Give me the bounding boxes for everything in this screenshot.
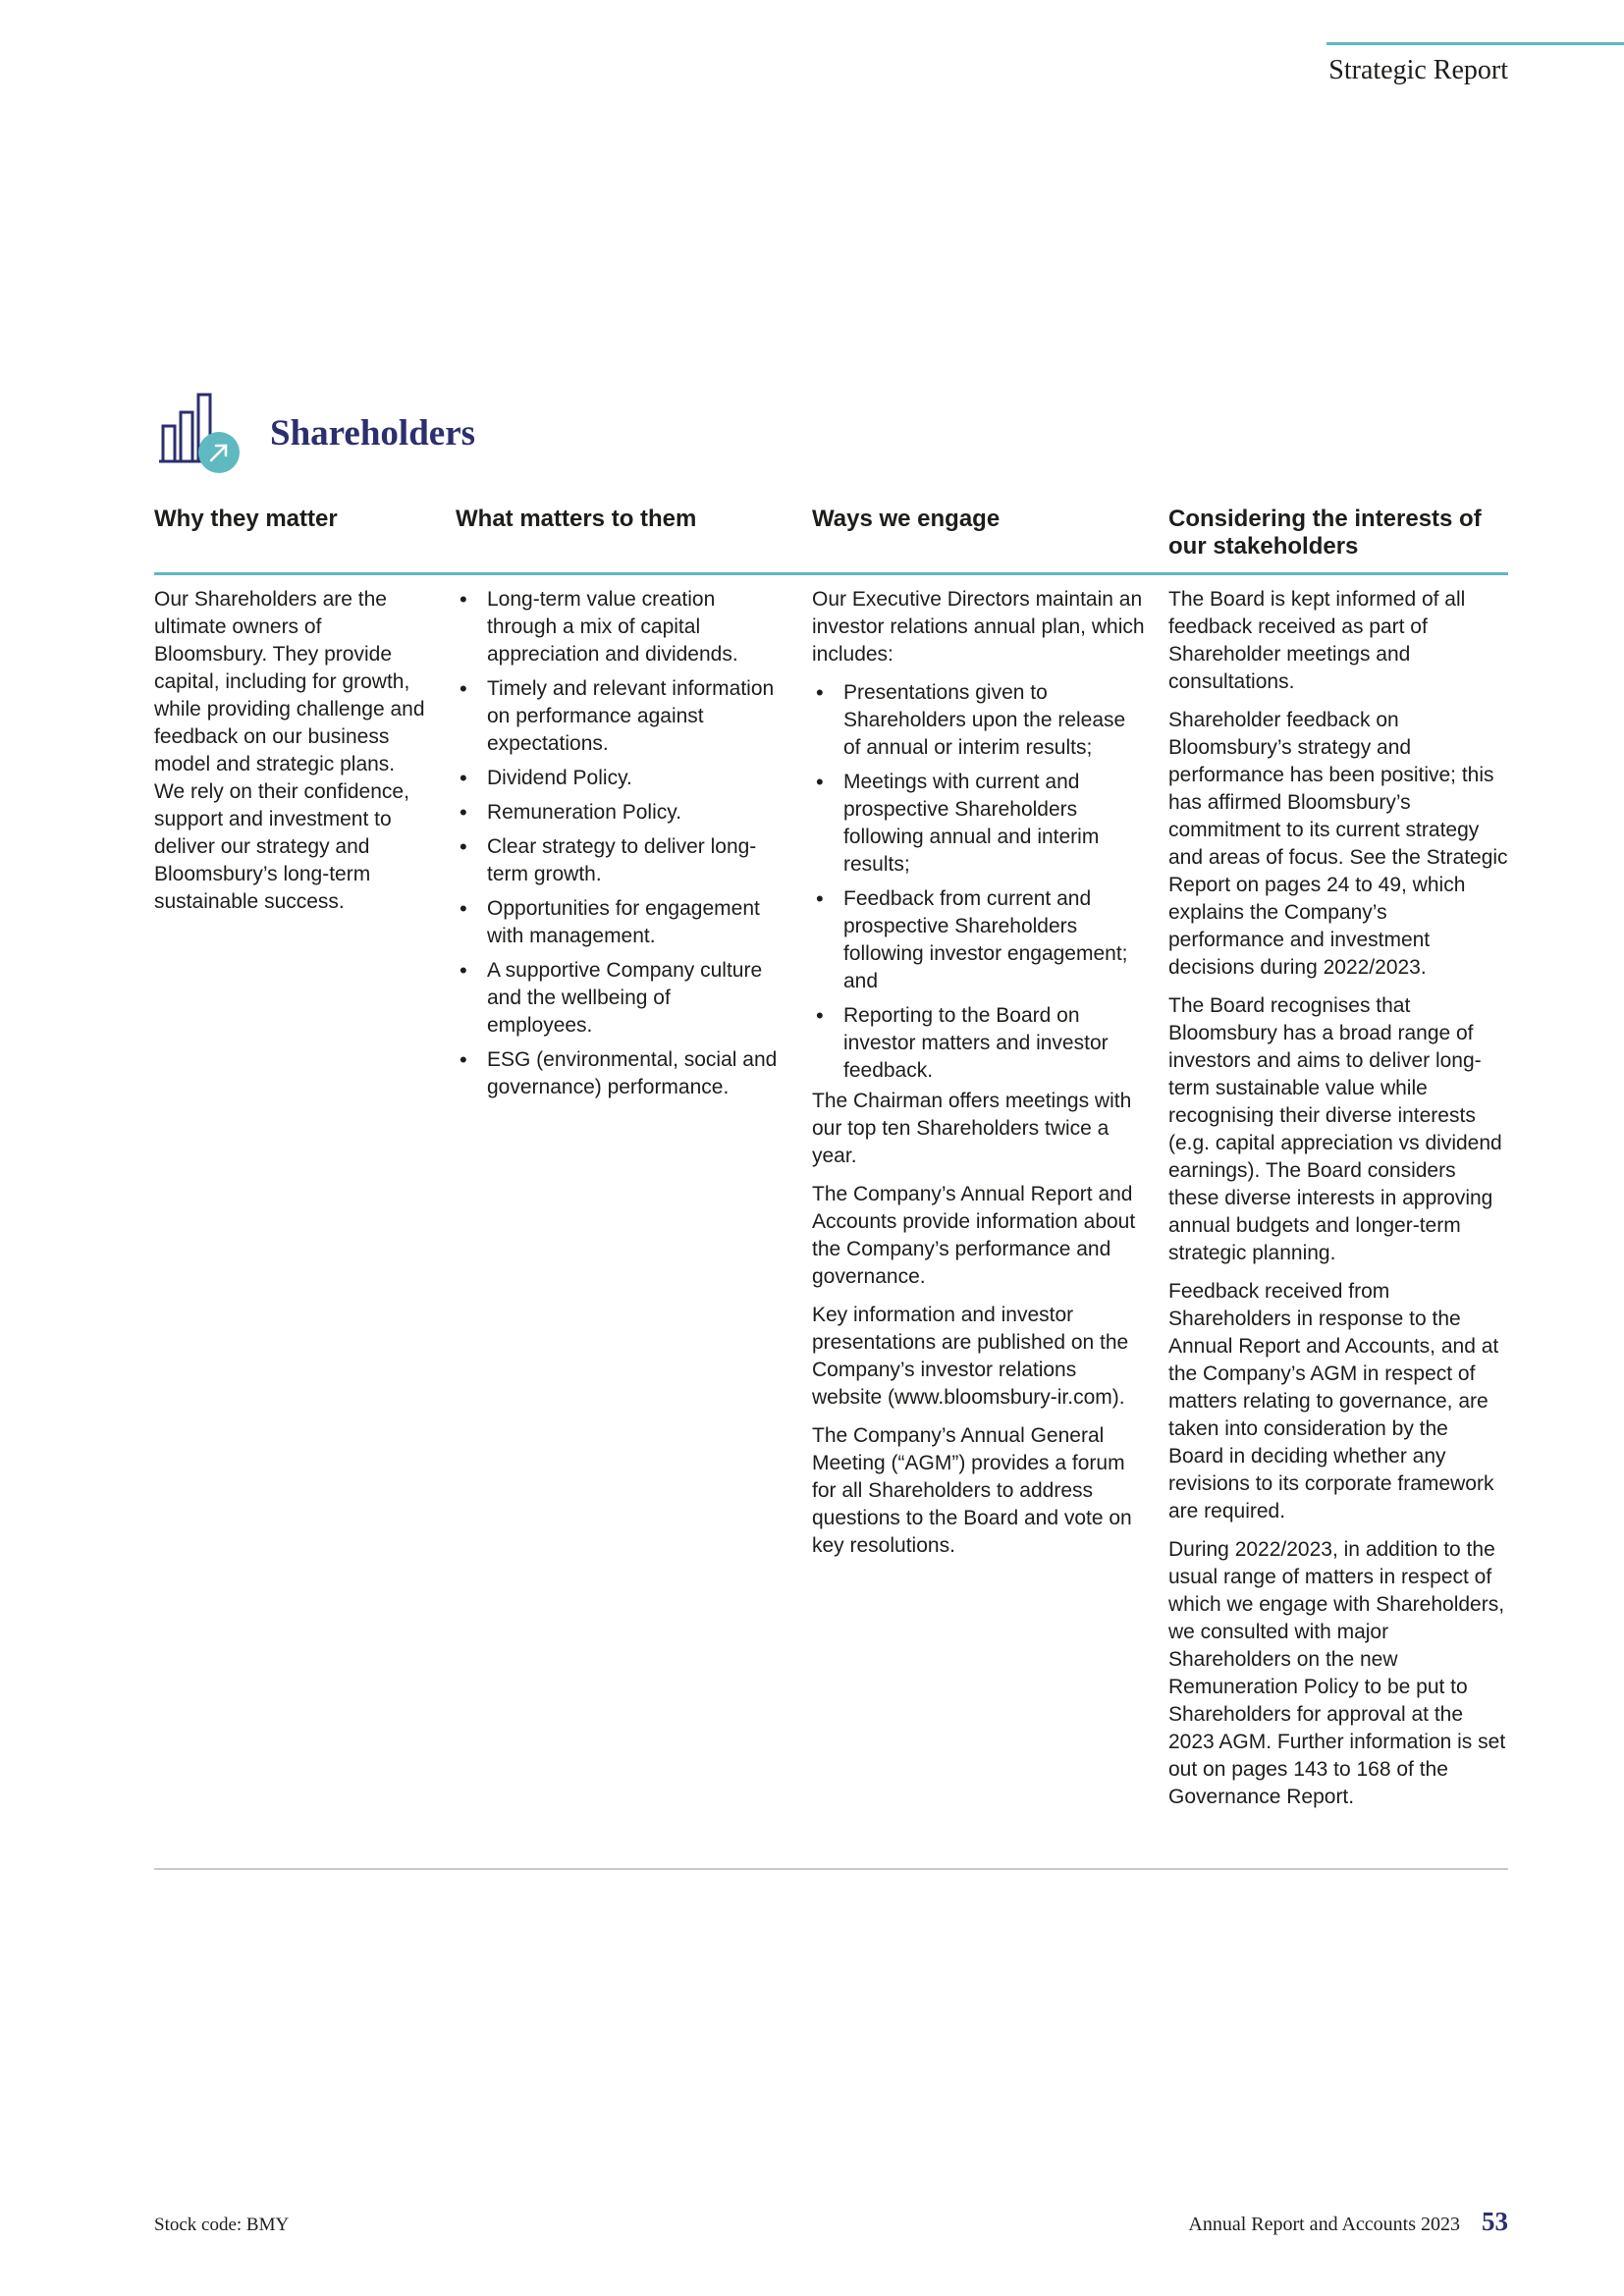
what-cell <box>456 586 780 1112</box>
column-header-considering: Considering the interests of our stakeholders <box>1168 506 1482 560</box>
list-item: • Dividend Policy. <box>456 765 780 792</box>
table-bottom-rule <box>154 1868 1508 1870</box>
page-number: 53 <box>1482 2207 1508 2236</box>
footer-publication <box>1188 2207 1508 2237</box>
ways-paragraph: The Company’s Annual Report and Accounts provide information about the Company’s performance and governance. <box>812 1183 1136 1288</box>
bar-chart-arrow-icon <box>157 391 242 475</box>
considering-cell <box>1168 586 1508 1822</box>
stock-code: Stock code: BMY <box>154 2215 290 2235</box>
list-item: • Meetings with current and prospective Shareholders following annual and interim results; <box>812 769 1146 879</box>
ways-cell <box>812 586 1146 1571</box>
why-cell <box>154 586 429 927</box>
ways-paragraph: The Company’s Annual General Meeting (“AGM”) provides a forum for all Shareholders to address questions to the Board and vote on key resolutions. <box>812 1424 1132 1557</box>
column-header-what: What matters to them <box>456 506 697 532</box>
section-label: Strategic Report <box>1328 55 1508 85</box>
column-header-why: Why they matter <box>154 506 338 532</box>
list-item: • Presentations given to Shareholders upon the release of annual or interim results; <box>812 679 1146 762</box>
ways-intro: Our Executive Directors maintain an investor relations annual plan, which includes: <box>812 588 1145 666</box>
section-title: Shareholders <box>270 413 476 454</box>
list-item: • Long-term value creation through a mix of capital appreciation and dividends. <box>456 586 780 668</box>
publication-title: Annual Report and Accounts 2023 <box>1188 2214 1460 2235</box>
ways-paragraph: Key information and investor presentations are published on the Company’s investor relations website (www.bloomsbury-ir.com). <box>812 1304 1129 1409</box>
top-accent-rule <box>1326 42 1624 45</box>
list-item: • Timely and relevant information on performance against expectations. <box>456 675 780 758</box>
considering-paragraph: The Board is kept informed of all feedback received as part of Shareholder meetings and consultations. <box>1168 588 1466 693</box>
list-item: • A supportive Company culture and the wellbeing of employees. <box>456 957 780 1040</box>
ways-paragraph: The Chairman offers meetings with our top ten Shareholders twice a year. <box>812 1090 1132 1167</box>
list-item: • Remuneration Policy. <box>456 799 780 827</box>
considering-paragraph: Shareholder feedback on Bloomsbury’s strategy and performance has been positive; this has affirmed Bloomsbury’s commitment to its current strategy and areas of focus. See the Strategic Report on pages 24 to 49, which explains the Company’s performance and investment decisions during 2022/2023. <box>1168 709 1508 979</box>
list-item: • ESG (environmental, social and governance) performance. <box>456 1046 780 1101</box>
header-rule <box>154 572 1508 575</box>
ways-list <box>812 679 1146 1085</box>
what-list <box>456 586 780 1101</box>
column-header-ways: Ways we engage <box>812 506 1001 532</box>
why-paragraph: Our Shareholders are the ultimate owners of Bloomsbury. They provide capital, including for growth, while providing challenge and feedback on our business model and strategic plans. We rely on their confidence, support and investment to deliver our strategy and Bloomsbury’s long-term sustainable success. <box>154 588 425 913</box>
considering-paragraph: The Board recognises that Bloomsbury has a broad range of investors and aims to deliver long-term sustainable value while recognising their diverse interests (e.g. capital appreciation vs dividend earnings). The Board considers these diverse interests in approving annual budgets and longer-term strategic planning. <box>1168 994 1502 1264</box>
considering-paragraph: During 2022/2023, in addition to the usual range of matters in respect of which we engage with Shareholders, we consulted with major Shareholders on the new Remuneration Policy to be put to Shareholders for approval at the 2023 AGM. Further information is set out on pages 143 to 168 of the Governance Report. <box>1168 1538 1506 1808</box>
list-item: • Feedback from current and prospective Shareholders following investor engagement; and <box>812 885 1146 995</box>
considering-paragraph: Feedback received from Shareholders in response to the Annual Report and Accounts, and at the Company’s AGM in respect of matters relating to governance, are taken into consideration by the Board in deciding whether any revisions to its corporate framework are required. <box>1168 1280 1499 1522</box>
list-item: • Opportunities for engagement with management. <box>456 895 780 950</box>
list-item: • Reporting to the Board on investor matters and investor feedback. <box>812 1002 1146 1085</box>
list-item: • Clear strategy to deliver long-term growth. <box>456 833 780 888</box>
